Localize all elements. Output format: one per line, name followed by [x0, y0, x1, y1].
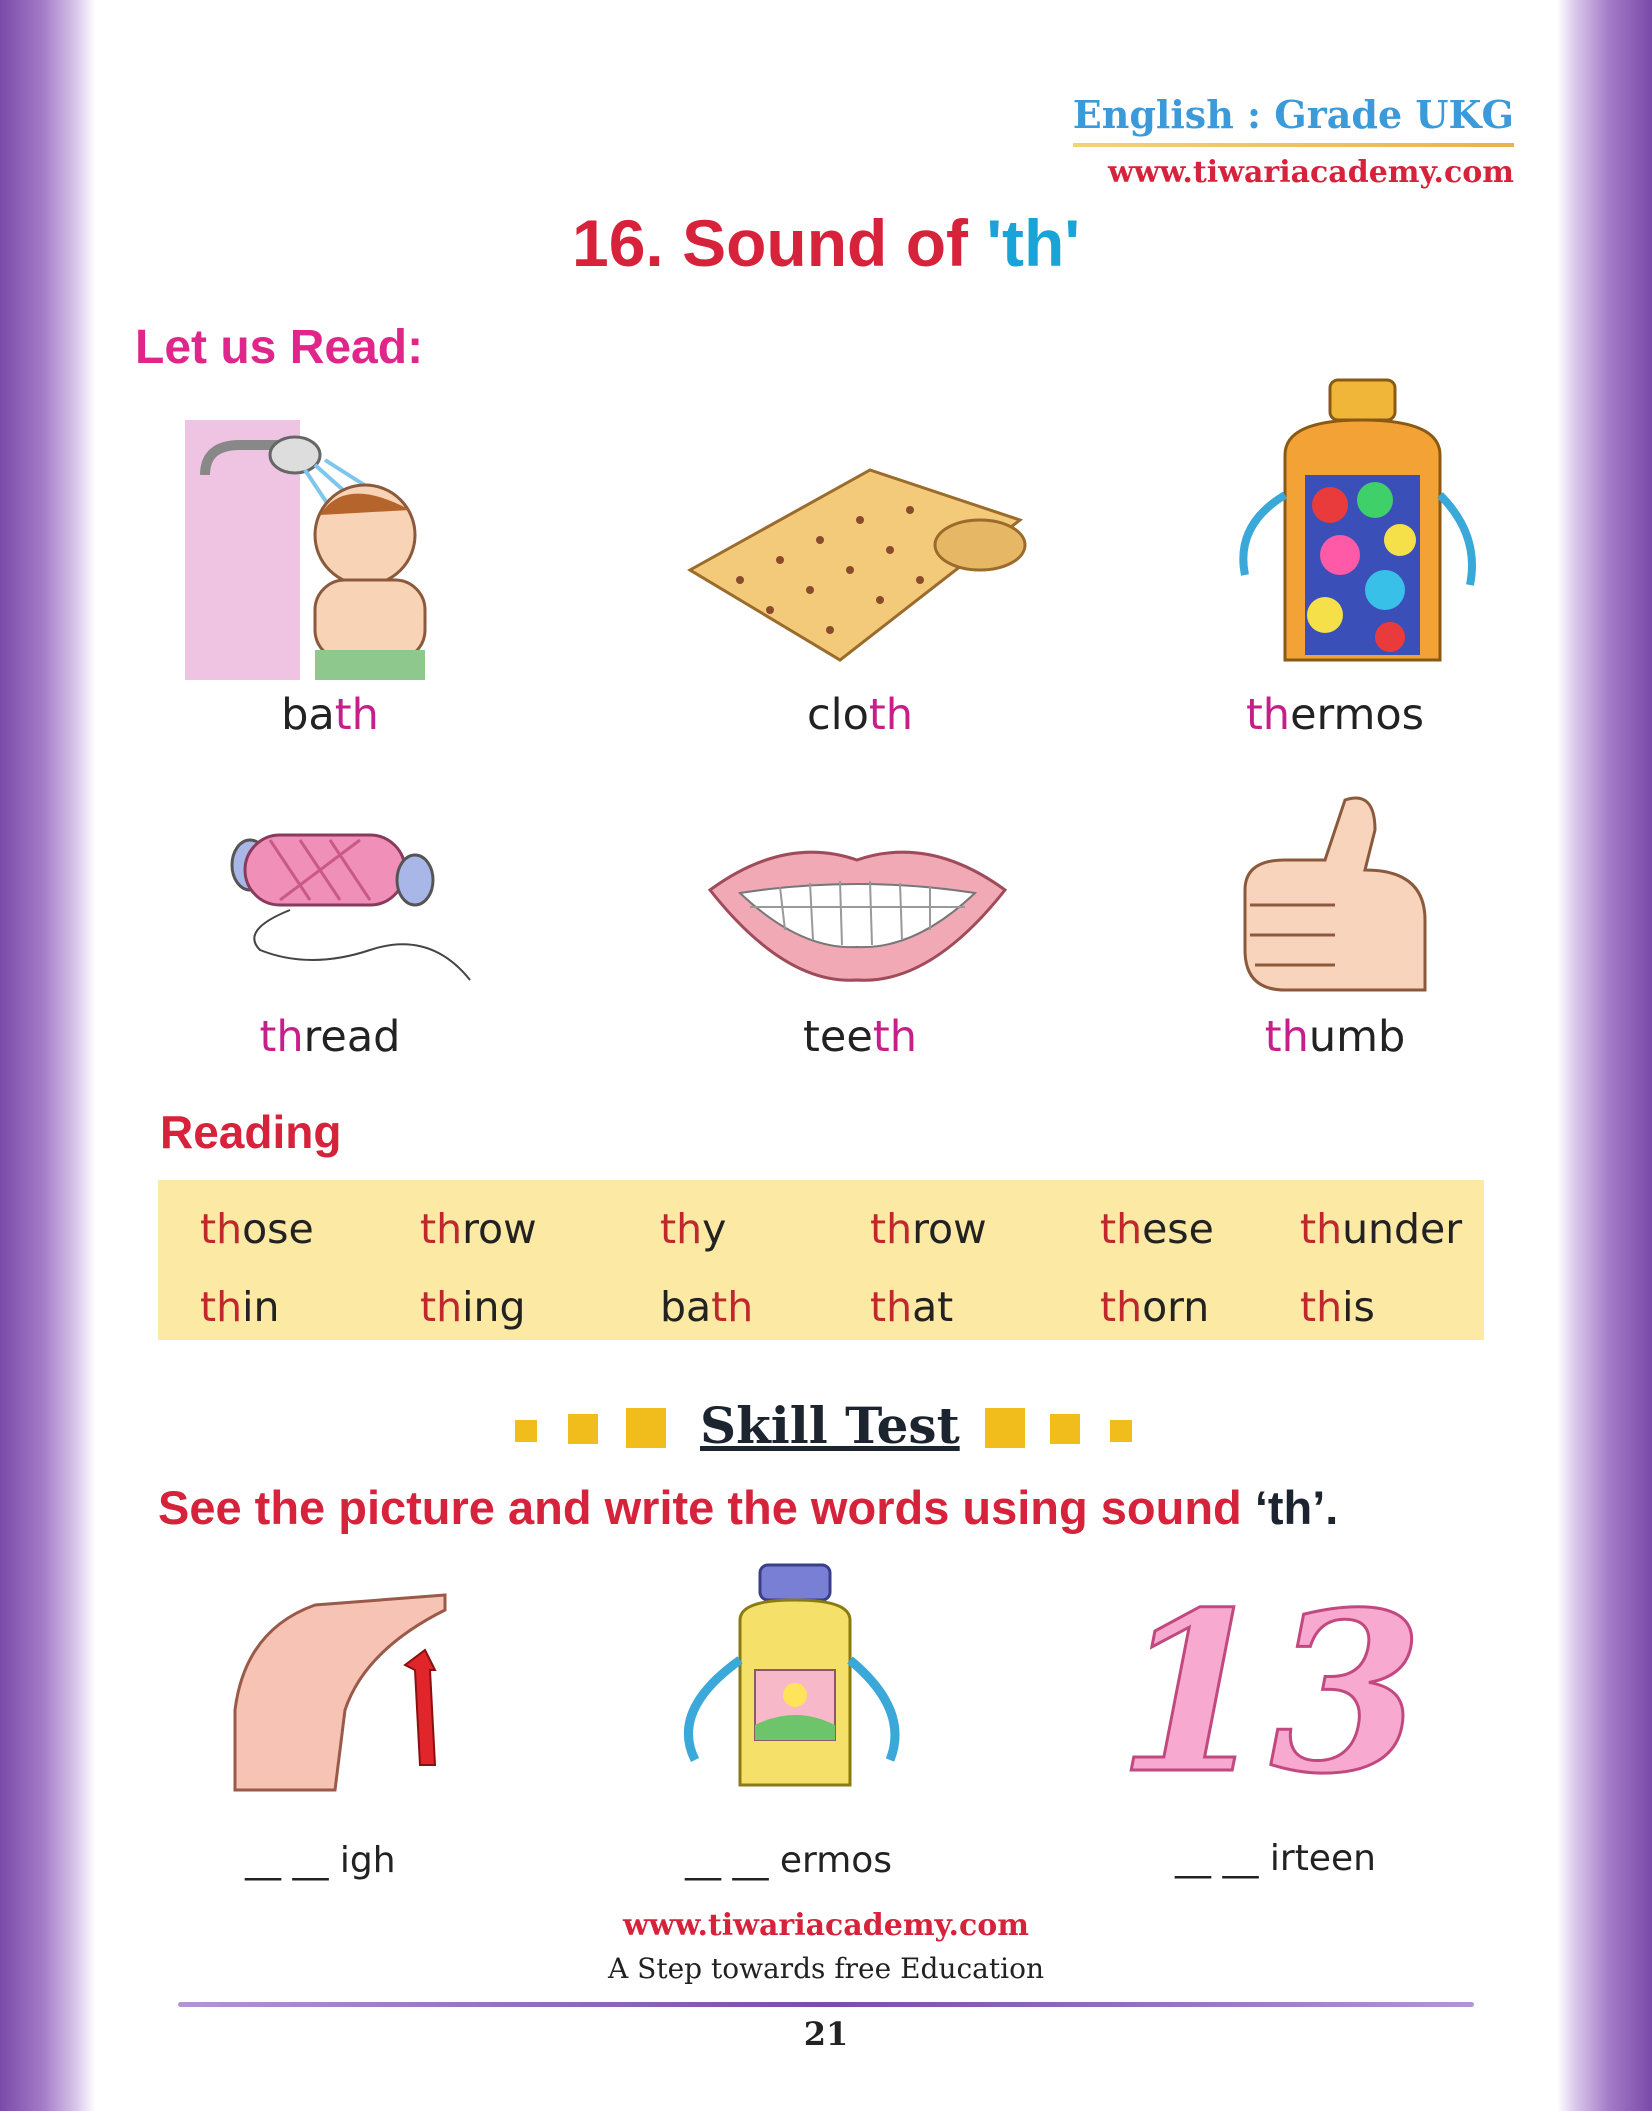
- teeth-icon: [705, 835, 1010, 985]
- title-prefix: 16. Sound of: [571, 206, 987, 280]
- header: [1073, 92, 1514, 190]
- blank-thermos: __ __ ermos: [685, 1840, 893, 1881]
- word-thermos: thermos: [1245, 690, 1425, 740]
- page-title: [0, 205, 1652, 281]
- number-thirteen-icon: [1116, 1563, 1424, 1822]
- footer-tagline: A Step towards free Education: [608, 1952, 1044, 1985]
- reading-heading: Reading: [160, 1106, 342, 1158]
- word-thread: thread: [259, 1012, 401, 1062]
- reading-word: these: [1100, 1205, 1214, 1253]
- page-number: 21: [803, 2015, 849, 2053]
- decor-square: [985, 1408, 1025, 1448]
- footer-rule: [178, 2002, 1474, 2007]
- thread-spool-icon: [220, 810, 480, 990]
- reading-word: bath: [660, 1283, 754, 1331]
- decor-square: [1050, 1414, 1080, 1444]
- boy-bath-icon: [185, 415, 485, 685]
- reading-word-grid: [200, 1190, 1490, 1346]
- decor-square: [515, 1420, 537, 1442]
- thigh-icon: [225, 1590, 455, 1790]
- thermos-icon: [1230, 375, 1480, 670]
- footer-site: www.tiwariacademy.com: [622, 1908, 1030, 1943]
- blank-thigh: __ __ igh: [245, 1840, 396, 1881]
- svg-text:13: 13: [1116, 1563, 1424, 1822]
- word-cloth: cloth: [806, 690, 914, 740]
- decor-square: [568, 1414, 598, 1444]
- header-rule: [1073, 143, 1514, 147]
- thermos-icon: [665, 1560, 915, 1790]
- decor-square: [1110, 1420, 1132, 1442]
- reading-word: thin: [200, 1283, 280, 1331]
- cloth-roll-icon: [680, 450, 1040, 680]
- word-teeth: teeth: [803, 1012, 917, 1062]
- let-us-read-heading: Let us Read:: [135, 321, 424, 374]
- decor-square: [626, 1408, 666, 1448]
- reading-word: throw: [870, 1205, 987, 1253]
- reading-word: this: [1300, 1283, 1375, 1331]
- word-thumb: thumb: [1264, 1012, 1406, 1062]
- reading-word: thunder: [1300, 1205, 1463, 1253]
- reading-word: thy: [660, 1205, 727, 1253]
- skill-test-title: Skill Test: [700, 1396, 960, 1455]
- grade-label: English : Grade UKG: [1072, 92, 1514, 137]
- reading-word: those: [200, 1205, 314, 1253]
- blank-thirteen: __ __ irteen: [1175, 1838, 1376, 1879]
- left-border: [0, 0, 95, 2111]
- reading-word: that: [870, 1283, 954, 1331]
- skill-test-instruction: See the picture and write the words using sound ‘th’.: [158, 1481, 1339, 1534]
- reading-word: thorn: [1100, 1283, 1210, 1331]
- header-site: www.tiwariacademy.com: [1107, 155, 1514, 190]
- right-border: [1557, 0, 1652, 2111]
- reading-word: thing: [420, 1283, 526, 1331]
- title-sound: 'th': [986, 206, 1081, 280]
- reading-word: throw: [420, 1205, 537, 1253]
- word-bath: bath: [281, 690, 379, 740]
- skill-test-banner: [0, 1398, 1652, 1458]
- thumb-icon: [1225, 790, 1435, 1000]
